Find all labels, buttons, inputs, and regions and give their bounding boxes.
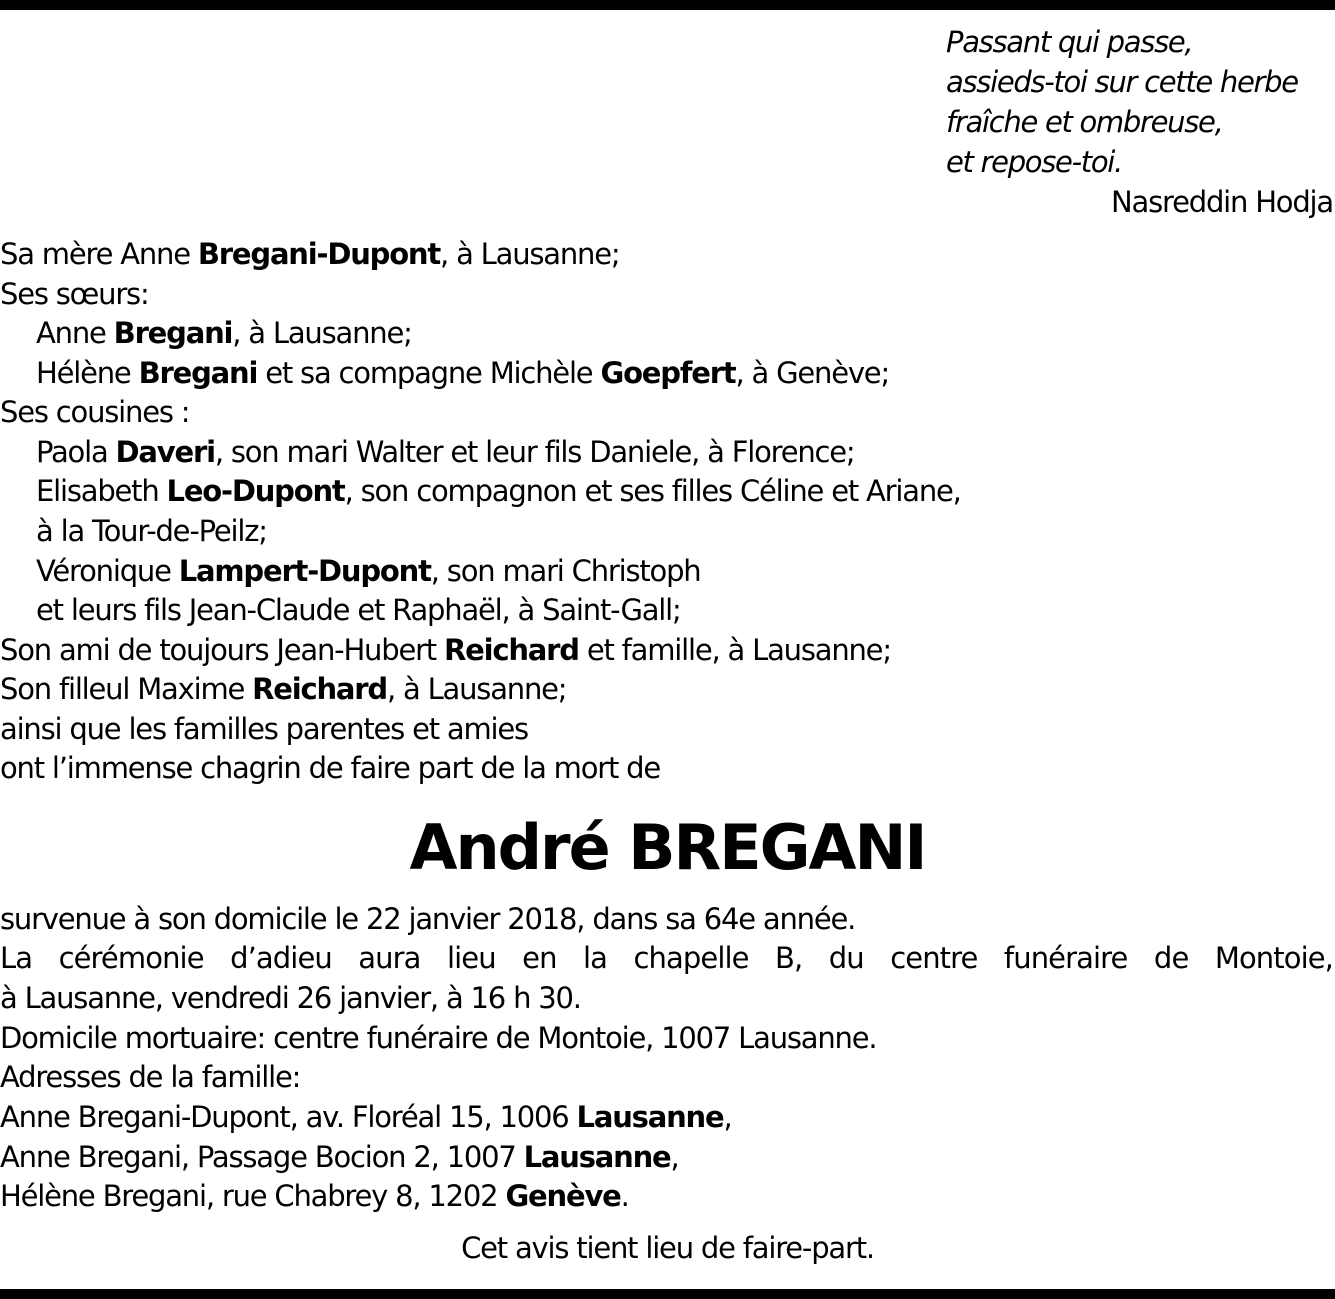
death-line: survenue à son domicile le 22 janvier 2018, dans sa 64e année.	[0, 902, 856, 936]
surname: Reichard	[252, 672, 387, 706]
family-line-godson: Son filleul Maxime Reichard, à Lausanne;	[0, 672, 567, 706]
surname: Leo-Dupont	[166, 474, 345, 508]
epigraph-line: Passant qui passe,	[946, 25, 1193, 59]
family-line-sister: Hélène Bregani et sa compagne Michèle Goepfert, à Genève;	[36, 356, 890, 390]
epigraph-line: assieds-toi sur cette herbe	[946, 65, 1298, 99]
family-line-sister: Anne Bregani, à Lausanne;	[36, 316, 412, 350]
top-rule	[0, 0, 1335, 10]
surname: Daveri	[115, 435, 215, 469]
address-line: Hélène Bregani, rue Chabrey 8, 1202 Genève.	[0, 1179, 629, 1213]
bottom-rule	[0, 1289, 1335, 1299]
closing-note: Cet avis tient lieu de faire-part.	[461, 1231, 874, 1265]
sisters-heading: Ses sœurs:	[0, 277, 149, 311]
mortuary-line: Domicile mortuaire: centre funéraire de Montoie, 1007 Lausanne.	[0, 1021, 877, 1055]
announcement-line: ont l’immense chagrin de faire part de la mort de	[0, 751, 661, 785]
address-line: Anne Bregani-Dupont, av. Floréal 15, 1006 Lausanne,	[0, 1100, 732, 1134]
surname: Bregani	[113, 316, 233, 350]
surname: Goepfert	[600, 356, 736, 390]
epigraph-author: Nasreddin Hodja	[1111, 185, 1333, 219]
address-city: Genève	[505, 1179, 621, 1213]
family-line-cousin: Paola Daveri, son mari Walter et leur fils Daniele, à Florence;	[36, 435, 855, 469]
family-line-cousin: Elisabeth Leo-Dupont, son compagnon et ses filles Céline et Ariane,	[36, 474, 961, 508]
family-line-cousin: Véronique Lampert-Dupont, son mari Christoph	[36, 554, 701, 588]
address-city: Lausanne	[576, 1100, 724, 1134]
surname: Reichard	[444, 633, 579, 667]
address-city: Lausanne	[523, 1140, 671, 1174]
epigraph-line: et repose-toi.	[946, 145, 1122, 179]
surname: Lampert-Dupont	[178, 554, 431, 588]
family-line-continuation: et leurs fils Jean-Claude et Raphaël, à Saint-Gall;	[36, 593, 681, 627]
addresses-heading: Adresses de la famille:	[0, 1060, 301, 1094]
cousins-heading: Ses cousines :	[0, 395, 190, 429]
deceased-name: André BREGANI	[409, 811, 926, 884]
address-line: Anne Bregani, Passage Bocion 2, 1007 Lausanne,	[0, 1140, 679, 1174]
epigraph-line: fraîche et ombreuse,	[946, 105, 1223, 139]
family-line-mother: Sa mère Anne Bregani-Dupont, à Lausanne;	[0, 237, 620, 271]
surname: Bregani-Dupont	[197, 237, 441, 271]
ceremony-line-continuation: à Lausanne, vendredi 26 janvier, à 16 h 30.	[0, 981, 581, 1015]
family-line-continuation: à la Tour-de-Peilz;	[36, 514, 267, 548]
surname: Bregani	[138, 356, 258, 390]
relatives-line: ainsi que les familles parentes et amies	[0, 712, 528, 746]
family-line-friend: Son ami de toujours Jean-Hubert Reichard et famille, à Lausanne;	[0, 633, 891, 667]
ceremony-line: La cérémonie d’adieu aura lieu en la chapelle B, du centre funéraire de Montoie,	[0, 941, 1333, 975]
